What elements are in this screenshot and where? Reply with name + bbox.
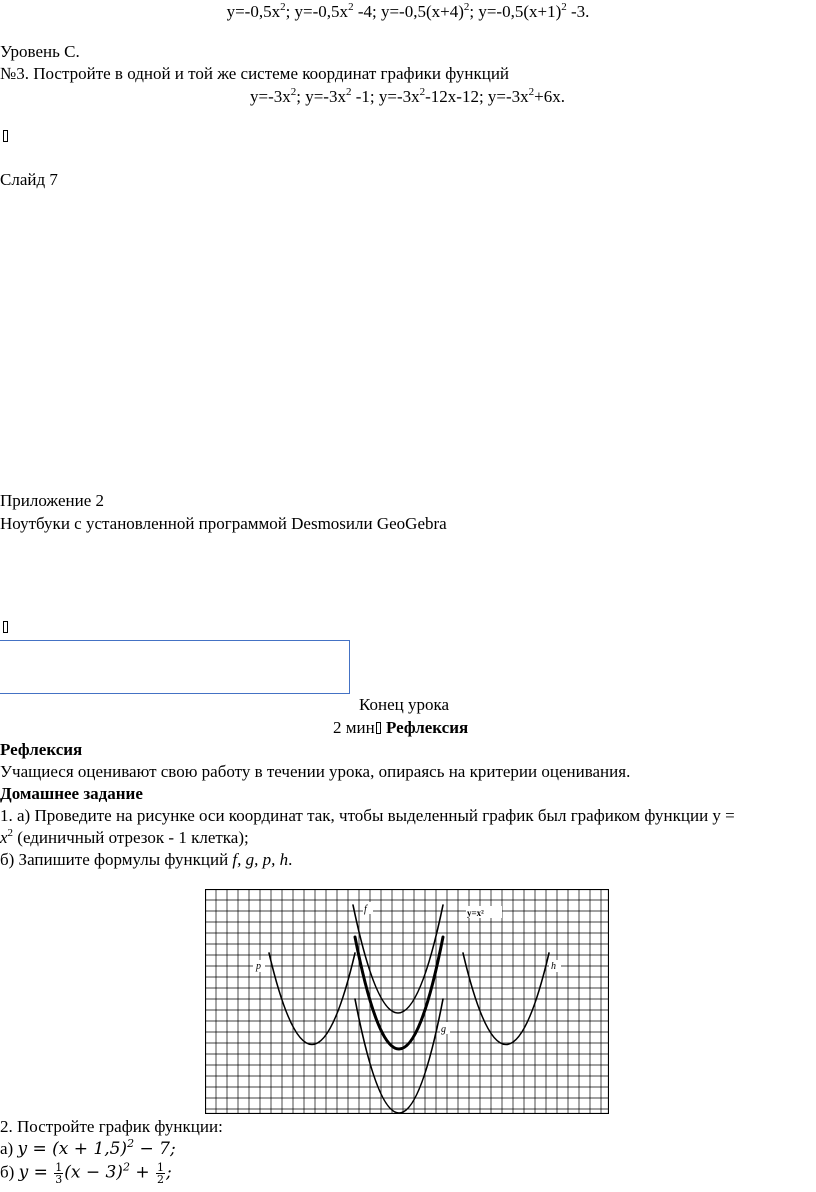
formula-part: -12x-12; y=-3x: [425, 87, 529, 106]
exponent: 2: [127, 1137, 135, 1150]
slide-7-label: Слайд 7: [0, 170, 58, 189]
formula-part: -1; y=-3x: [351, 87, 420, 106]
parabolas-grid-figure: [205, 889, 609, 1114]
exponent: 2: [348, 1, 354, 13]
missing-glyph-icon: [2, 617, 9, 637]
numerator: 1: [157, 1161, 165, 1174]
reflection-text: Учащиеся оценивают свою работу в течении урока, опираясь на критерии оценивания.: [0, 762, 631, 781]
formula-part: ; y=-3x: [296, 87, 346, 106]
label-g: g: [441, 1024, 446, 1035]
formula-part: +6x.: [534, 87, 566, 106]
homework-heading: Домашнее задание: [0, 784, 143, 803]
exponent: 2: [290, 86, 297, 98]
appendix-title: Приложение 2: [0, 491, 104, 510]
hw1-line2: [0, 828, 249, 848]
hw1-b: [0, 850, 292, 870]
label-y-x2: y=x²: [467, 908, 484, 918]
grid-border: [206, 890, 609, 1114]
formula-part: -4; y=-0,5(x+4): [353, 2, 464, 21]
hw2-b-end: ;: [166, 1162, 172, 1183]
reflection-time-line: [333, 718, 468, 738]
exponent: 2: [7, 827, 14, 839]
fraction-one-half: [156, 1162, 165, 1185]
var-x: x: [0, 828, 8, 847]
hw1-line1: 1. а) Проведите на рисунке оси координат так, чтобы выделенный график был графиком функции у =: [0, 806, 735, 825]
hw1-line2-rest: (единичный отрезок - 1 клетка);: [13, 828, 249, 847]
hw2-b-plus: +: [129, 1162, 156, 1183]
reflection-heading: Рефлексия: [0, 740, 83, 759]
hw1-b-prefix: б) Запишите формулы функций: [0, 850, 233, 869]
exponent: 2: [280, 1, 286, 13]
denominator: 3: [55, 1173, 63, 1186]
hw1-b-suffix: .: [288, 850, 293, 869]
exponent: 2: [463, 1, 470, 13]
numerator: 1: [55, 1161, 63, 1174]
missing-glyph-icon: [376, 722, 381, 734]
parabola-g: [355, 999, 443, 1113]
text-frame: [0, 640, 350, 694]
formula-part: -3.: [566, 2, 590, 21]
missing-glyph-icon: [2, 126, 9, 146]
hw2-b-mid: (x − 3): [64, 1162, 123, 1183]
formula-part: ; y=-0,5x: [285, 2, 349, 21]
hw2-heading: 2. Постройте график функции:: [0, 1117, 223, 1136]
label-p: p: [256, 961, 261, 972]
exponent: 2: [528, 86, 535, 98]
reflection-inline-label: Рефлексия: [385, 718, 469, 737]
hw2-b-prefix: б): [0, 1162, 19, 1182]
task3-text: №3. Постройте в одной и той же системе координат графики функций: [0, 64, 510, 83]
exponent: 2: [561, 1, 567, 13]
exponent: 2: [122, 1160, 130, 1174]
denominator: 2: [157, 1173, 165, 1186]
hw2-b: [0, 1162, 172, 1185]
hw2-a-prefix: а): [0, 1139, 18, 1158]
hw2-b-lhs: y =: [18, 1162, 54, 1183]
hw2-a: [0, 1139, 176, 1159]
formula-part: y=-3x: [250, 87, 291, 106]
grid-lines: [205, 889, 609, 1114]
hw2-a-lhs: y = (x + 1,5): [17, 1139, 128, 1159]
exponent: 2: [419, 86, 426, 98]
hw1-b-funcs: f, g, p, h: [232, 850, 289, 869]
task3-formulas: [250, 87, 565, 107]
end-of-lesson: Конец урока: [359, 695, 450, 714]
appendix-text: Ноутбуки с установленной программой Desmosили GeoGebra: [0, 514, 447, 533]
label-h: h: [551, 961, 556, 972]
hw2-a-rhs: − 7;: [134, 1139, 176, 1159]
exponent: 2: [345, 86, 352, 98]
level-heading: Уровень С.: [0, 42, 80, 61]
formula-part: ; y=-0,5(x+1): [469, 2, 562, 21]
fraction-one-third: [54, 1162, 63, 1185]
reflection-time: 2 мин: [333, 718, 375, 737]
formula-part: y=-0,5x: [226, 2, 281, 21]
label-f: f: [364, 904, 367, 915]
top-formulas-line: [0, 2, 816, 22]
